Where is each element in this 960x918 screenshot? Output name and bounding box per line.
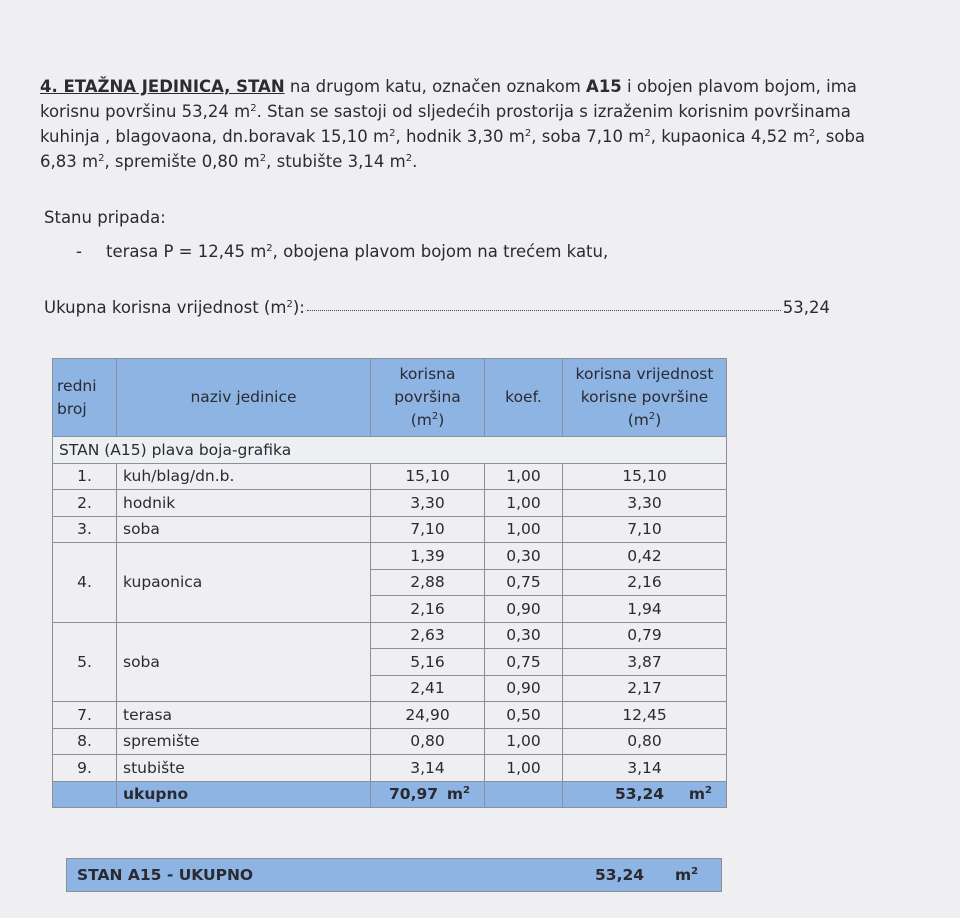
table-total-row xyxy=(53,781,727,808)
row-area: 2,41 xyxy=(371,675,485,702)
header-coef: koef. xyxy=(485,359,563,437)
row-coef: 0,75 xyxy=(485,569,563,596)
row-coef: 1,00 xyxy=(485,463,563,490)
row-coef: 1,00 xyxy=(485,516,563,543)
unit-mark: A15 xyxy=(586,77,622,96)
belongs-label: Stanu pripada: xyxy=(44,208,166,227)
row-value: 0,42 xyxy=(563,543,727,570)
header-value: korisna vrijednost korisne površine $(m^2)$ xyxy=(563,359,727,437)
row-coef: 1,00 xyxy=(485,755,563,782)
total-label: Ukupna korisna vrijednost $(m^2)$: xyxy=(44,298,305,317)
row-value: 1,94 xyxy=(563,596,727,623)
paragraph-text: i obojen plavom bojom, ima korisnu površinu 53,24 m xyxy=(40,77,857,121)
table-row xyxy=(53,463,727,490)
table-row xyxy=(53,543,727,570)
row-value: 15,10 xyxy=(563,463,727,490)
superscript: 2 xyxy=(524,128,532,139)
row-number: 4. xyxy=(53,543,117,623)
row-area: 2,88 xyxy=(371,569,485,596)
paragraph-text: , kupaonica 4,52 m xyxy=(650,127,809,146)
paragraph-text: . Stan se sastoji od sljedećih prostorija s izraženim korisnim površinama kuhinja , blagovaona, dn.boravak 15,10 m xyxy=(40,102,851,146)
row-value: 3,14 xyxy=(563,755,727,782)
row-value: 2,16 xyxy=(563,569,727,596)
superscript: 2 xyxy=(405,153,413,164)
row-area: 5,16 xyxy=(371,649,485,676)
total-value: 53,24 $m^2$ xyxy=(563,781,727,808)
total-label: ukupno xyxy=(117,781,371,808)
row-value: 3,30 xyxy=(563,490,727,517)
total-value-line xyxy=(44,291,830,317)
row-coef: 0,90 xyxy=(485,675,563,702)
superscript: 2 xyxy=(266,243,273,254)
paragraph-text: , spremište 0,80 m xyxy=(104,152,260,171)
row-area: 2,63 xyxy=(371,622,485,649)
row-name: stubište xyxy=(117,755,371,782)
row-area: 2,16 xyxy=(371,596,485,623)
units-table xyxy=(52,358,727,808)
terrace-text: , obojena plavom bojom na trećem katu, xyxy=(272,242,609,261)
row-area: 1,39 xyxy=(371,543,485,570)
row-number: 8. xyxy=(53,728,117,755)
paragraph-text: , soba 6,83 m xyxy=(40,127,866,171)
total-coef-blank xyxy=(485,781,563,808)
table-row xyxy=(53,622,727,649)
terrace-item xyxy=(76,242,608,261)
table-row xyxy=(53,702,727,729)
row-value: 3,87 xyxy=(563,649,727,676)
row-coef: 0,90 xyxy=(485,596,563,623)
row-number: 5. xyxy=(53,622,117,702)
row-number: 7. xyxy=(53,702,117,729)
summary-value: 53,24 xyxy=(595,866,645,884)
row-coef: 0,30 xyxy=(485,543,563,570)
total-area: 70,97 $m^2$ xyxy=(371,781,485,808)
row-value: 12,45 xyxy=(563,702,727,729)
summary-unit: $m^2$ xyxy=(675,866,699,884)
row-name: soba xyxy=(117,516,371,543)
table-row xyxy=(53,755,727,782)
row-coef: 1,00 xyxy=(485,490,563,517)
row-value: 2,17 xyxy=(563,675,727,702)
row-area: 24,90 xyxy=(371,702,485,729)
row-name: terasa xyxy=(117,702,371,729)
section-row xyxy=(53,437,727,464)
row-coef: 0,75 xyxy=(485,649,563,676)
section-title: STAN (A15) plava boja-grafika xyxy=(53,437,727,464)
paragraph-text: , hodnik 3,30 m xyxy=(395,127,525,146)
row-number: 9. xyxy=(53,755,117,782)
terrace-text: terasa P = 12,45 m xyxy=(106,242,267,261)
row-name: hodnik xyxy=(117,490,371,517)
row-name: kupaonica xyxy=(117,543,371,623)
superscript: 2 xyxy=(259,153,267,164)
row-value: 7,10 xyxy=(563,516,727,543)
row-coef: 0,30 xyxy=(485,622,563,649)
row-name: kuh/blag/dn.b. xyxy=(117,463,371,490)
superscript: 2 xyxy=(644,128,651,139)
row-coef: 0,50 xyxy=(485,702,563,729)
row-value: 0,79 xyxy=(563,622,727,649)
table-row xyxy=(53,728,727,755)
table-row xyxy=(53,490,727,517)
unit-summary-box xyxy=(66,858,722,892)
header-name: naziv jedinice xyxy=(117,359,371,437)
table-row xyxy=(53,516,727,543)
row-coef: 1,00 xyxy=(485,728,563,755)
header-area: korisna površina $(m^2)$ xyxy=(371,359,485,437)
row-name: spremište xyxy=(117,728,371,755)
row-area: 0,80 xyxy=(371,728,485,755)
row-number: 1. xyxy=(53,463,117,490)
row-area: 3,30 xyxy=(371,490,485,517)
total-value: 53,24 xyxy=(782,298,830,317)
total-blank xyxy=(53,781,117,808)
description-paragraph xyxy=(40,74,900,174)
list-dash: - xyxy=(76,242,82,261)
row-name: soba xyxy=(117,622,371,702)
superscript: 2 xyxy=(389,128,396,139)
superscript: 2 xyxy=(250,103,257,114)
row-value: 0,80 xyxy=(563,728,727,755)
row-area: 7,10 xyxy=(371,516,485,543)
superscript: 2 xyxy=(98,153,105,164)
paragraph-text: , stubište 3,14 m xyxy=(266,152,406,171)
row-area: 3,14 xyxy=(371,755,485,782)
table-header-row xyxy=(53,359,727,437)
row-number: 3. xyxy=(53,516,117,543)
superscript: 2 xyxy=(808,128,816,139)
paragraph-text: , soba 7,10 m xyxy=(531,127,645,146)
leader-dots xyxy=(307,310,781,311)
paragraph-text: na drugom katu, označen oznakom xyxy=(284,77,587,96)
paragraph-text: . xyxy=(412,152,418,171)
unit-heading: 4. ETAŽNA JEDINICA, STAN xyxy=(40,77,285,96)
row-area: 15,10 xyxy=(371,463,485,490)
header-number: redni broj xyxy=(53,359,117,437)
summary-label: STAN A15 - UKUPNO xyxy=(77,866,254,884)
row-number: 2. xyxy=(53,490,117,517)
